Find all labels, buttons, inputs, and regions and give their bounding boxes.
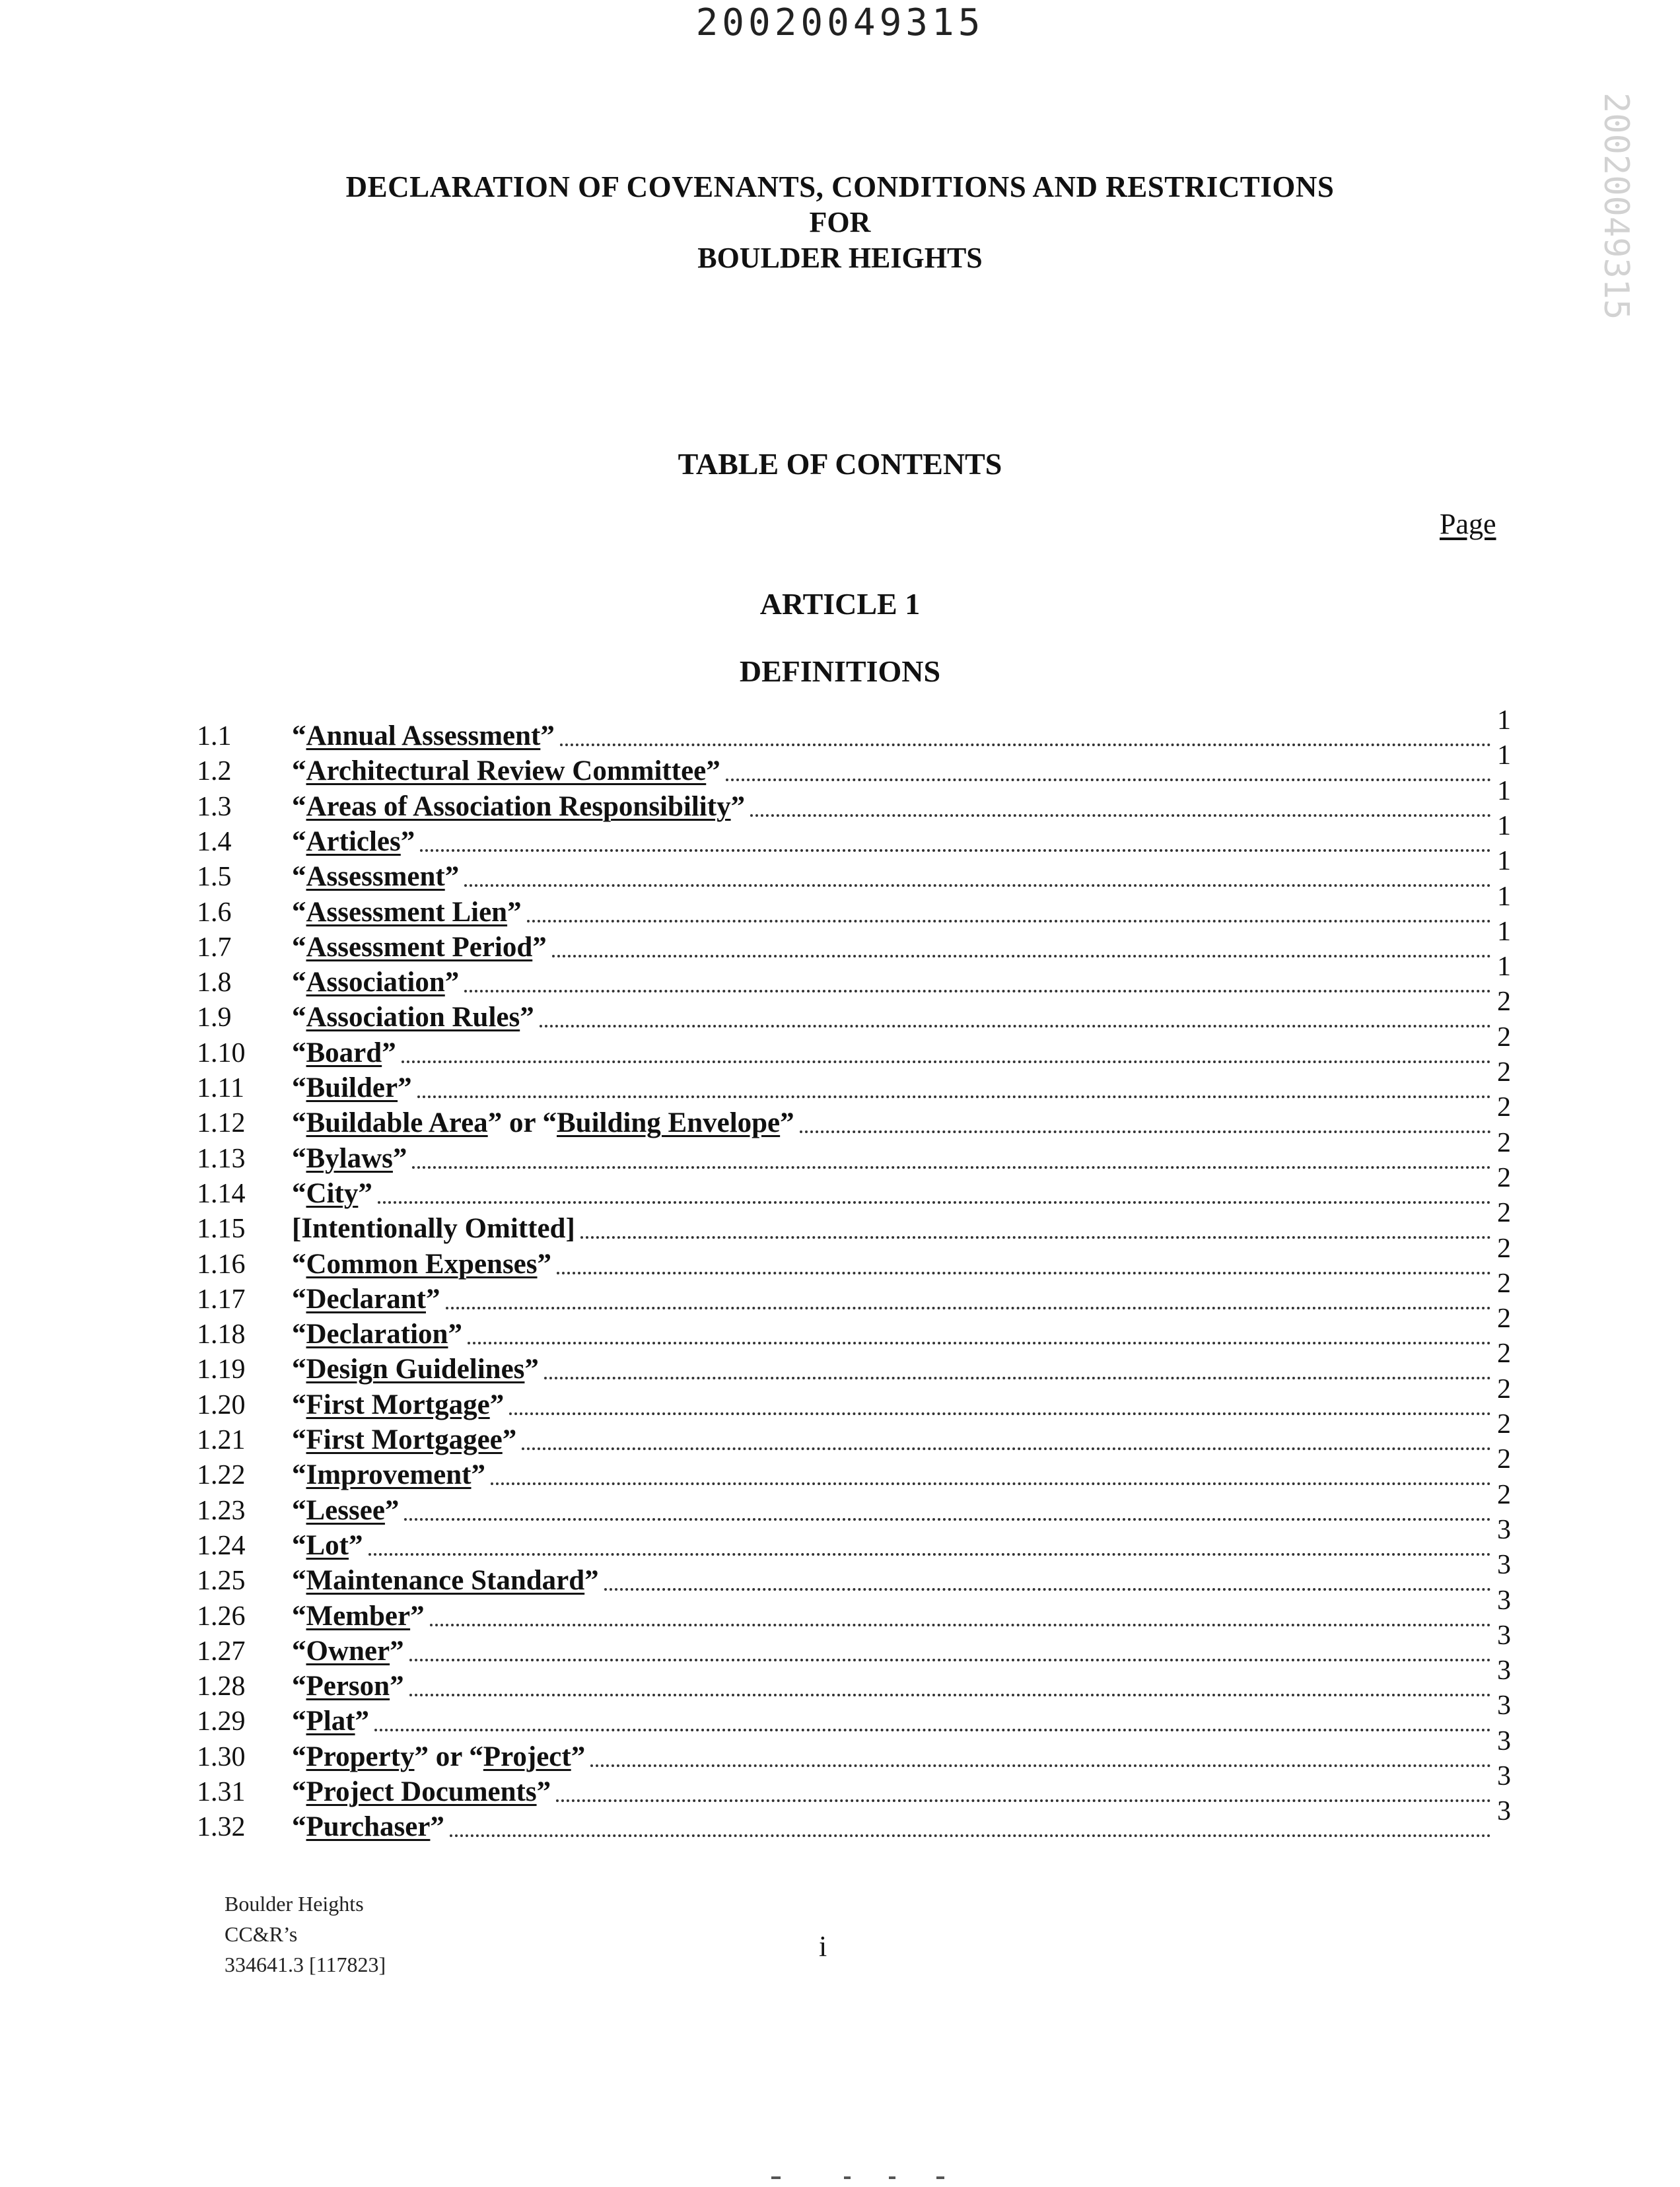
toc-entry-punctuation: “ [292, 1529, 306, 1561]
toc-entry-number: 1.21 [197, 1425, 246, 1455]
toc-dot-leader [446, 1307, 1492, 1309]
toc-entry-punctuation: ” [730, 790, 746, 822]
toc-entry [197, 1092, 1511, 1140]
toc-entry [197, 1725, 1511, 1774]
toc-entry-punctuation: ” [520, 1002, 534, 1033]
toc-entry-label [292, 1037, 396, 1070]
toc-entry-page: 1 [1497, 881, 1511, 912]
toc-entry-number: 1.15 [197, 1214, 246, 1245]
toc-entry-term: Person [306, 1671, 390, 1702]
toc-dot-leader [726, 779, 1491, 781]
toc-dot-leader [750, 814, 1491, 817]
toc-entry-punctuation: ” [444, 967, 460, 998]
toc-entry-term: City [306, 1177, 359, 1209]
toc-entry-label [292, 1353, 539, 1386]
toc-entry-page: 2 [1497, 1233, 1511, 1264]
toc-dot-leader [450, 1834, 1491, 1837]
toc-entry-punctuation: “ [292, 1671, 306, 1702]
toc-entry-number: 1.10 [197, 1037, 246, 1068]
toc-entry-label [292, 1564, 599, 1597]
footer-block [225, 1889, 386, 1980]
toc-entry [197, 1761, 1511, 1809]
toc-entry-label [292, 1670, 404, 1703]
toc-entry-page: 1 [1497, 810, 1511, 841]
toc-entry-number: 1.19 [197, 1354, 246, 1385]
toc-dot-leader [509, 1412, 1491, 1415]
toc-dot-leader [430, 1624, 1491, 1626]
toc-entry [197, 1057, 1511, 1105]
toc-dot-leader [468, 1342, 1491, 1344]
toc-entry-term: First Mortgagee [306, 1424, 503, 1455]
toc-entry [197, 987, 1511, 1034]
toc-entry-punctuation: “ [292, 931, 306, 963]
toc-entry-number: 1.29 [197, 1706, 246, 1737]
toc-entry-number: 1.18 [197, 1319, 246, 1350]
toc-entry-punctuation: ” [390, 1635, 404, 1667]
toc-dot-leader [560, 744, 1491, 746]
toc-entry-page: 2 [1497, 1303, 1511, 1335]
toc-entry-term: Assessment Lien [306, 896, 508, 928]
toc-entry-term: Articles [306, 825, 401, 857]
toc-entry-punctuation: ” [349, 1529, 363, 1561]
toc-entry-punctuation: ” [532, 931, 547, 963]
toc-entry-label [292, 1072, 412, 1105]
toc-entry-number: 1.24 [197, 1530, 246, 1561]
section-title: DEFINITIONS [739, 654, 941, 688]
toc-entry-punctuation: “ [292, 1142, 306, 1174]
toc-entry-page: 2 [1497, 1198, 1511, 1229]
document-title-line-1: DECLARATION OF COVENANTS, CONDITIONS AND RESTRICTIONS [345, 170, 1335, 203]
toc-entry-label [292, 1811, 444, 1844]
toc-entry-label [292, 1318, 462, 1351]
toc-entry-page: 2 [1497, 1268, 1511, 1299]
toc-heading: TABLE OF CONTENTS [678, 447, 1002, 481]
toc-entry-page: 2 [1497, 1092, 1511, 1123]
toc-entry [197, 916, 1511, 964]
toc-entry-page: 3 [1497, 1585, 1511, 1616]
toc-entry-label [292, 1424, 516, 1457]
toc-entry-number: 1.30 [197, 1741, 246, 1772]
toc-dot-leader [378, 1201, 1491, 1204]
toc-entry [197, 1479, 1511, 1527]
toc-entry-term: Improvement [306, 1459, 472, 1491]
toc-entry-term: Assessment [306, 861, 445, 893]
toc-entry-label [292, 790, 745, 823]
toc-entry-label [292, 1705, 369, 1738]
toc-entry-page: 3 [1497, 1655, 1511, 1686]
toc-dot-leader [604, 1588, 1491, 1591]
toc-entry-punctuation: “ [292, 1389, 306, 1420]
toc-dot-leader [491, 1482, 1491, 1485]
toc-entry-term: Lessee [306, 1494, 385, 1526]
toc-entry-punctuation: “ [292, 1424, 306, 1455]
recording-stamp-text: 20020049315 [1596, 92, 1636, 320]
toc-entry-punctuation: “ [292, 1741, 306, 1772]
toc-entry-punctuation: ” [502, 1424, 517, 1455]
toc-entry [197, 1268, 1511, 1316]
toc-entry-label [292, 1459, 485, 1492]
toc-entry-punctuation: ” [444, 861, 460, 893]
toc-entry [197, 1690, 1511, 1738]
toc-entry-label [292, 1107, 794, 1140]
toc-entry [197, 1550, 1511, 1597]
toc-entry-page: 2 [1497, 987, 1511, 1018]
toc-entry-page: 2 [1497, 1373, 1511, 1405]
toc-entry-punctuation: ” or “ [487, 1107, 557, 1139]
toc-entry [197, 1162, 1511, 1210]
toc-entry-number: 1.16 [197, 1249, 246, 1280]
toc-entry-number: 1.3 [197, 791, 232, 822]
toc-entry-number: 1.32 [197, 1812, 246, 1843]
toc-entry-label [292, 825, 415, 858]
toc-entry-label [292, 1177, 372, 1210]
toc-dot-leader [540, 1025, 1491, 1027]
toc-entry-term: Areas of Association Responsibility [306, 790, 731, 822]
toc-entry [197, 1338, 1511, 1386]
toc-entry-page: 1 [1497, 846, 1511, 877]
toc-entry-term: Building Envelope [557, 1107, 781, 1139]
toc-entry-label [292, 1001, 534, 1034]
toc-entry-punctuation: “ [292, 1635, 306, 1667]
toc-entry-punctuation: “ [292, 896, 306, 928]
toc-entry-number: 1.11 [197, 1073, 244, 1103]
toc-entry-term: Annual Assessment [306, 720, 541, 751]
toc-entry-number: 1.27 [197, 1636, 246, 1667]
toc-entry-term: Bylaws [306, 1142, 393, 1174]
toc-entry-page: 1 [1497, 952, 1511, 983]
footer-document-id: 334641.3 [117823] [225, 1953, 386, 1976]
toc-entry-page: 3 [1497, 1514, 1511, 1545]
toc-dot-leader [412, 1166, 1491, 1169]
toc-entry [197, 705, 1511, 753]
toc-entry-number: 1.25 [197, 1566, 246, 1597]
toc-dot-leader [402, 1060, 1491, 1063]
toc-dot-leader [417, 1095, 1491, 1098]
toc-entry-term: Architectural Review Committee [306, 755, 707, 787]
toc-entry-punctuation: “ [292, 1459, 306, 1491]
toc-dot-leader [464, 990, 1491, 992]
toc-entry-punctuation: ” [392, 1142, 407, 1174]
toc-entry-label [292, 720, 555, 753]
toc-entry-punctuation: ” [398, 1072, 412, 1103]
toc-dot-leader [552, 955, 1491, 957]
toc-entry-punctuation: ” [358, 1177, 372, 1209]
toc-entry-punctuation: ” [400, 825, 415, 857]
toc-dot-leader [556, 1799, 1491, 1802]
toc-entry-label [292, 1389, 504, 1422]
toc-entry-punctuation: ” [536, 1776, 551, 1807]
document-title-line-2: FOR [809, 206, 871, 238]
toc-entry-punctuation: ” [584, 1565, 599, 1597]
toc-entry-punctuation: ” [489, 1389, 505, 1420]
document-title-line-3: BOULDER HEIGHTS [697, 242, 983, 274]
toc-entry-page: 3 [1497, 1761, 1511, 1791]
toc-entry-term: Lot [306, 1529, 349, 1561]
toc-entry [197, 1233, 1511, 1281]
toc-entry-page: 3 [1497, 1690, 1511, 1721]
toc-entry-label [292, 1529, 363, 1562]
toc-entry-number: 1.4 [197, 826, 232, 857]
toc-entry-punctuation: ” [507, 896, 522, 928]
toc-entry [197, 775, 1511, 823]
toc-entry-page: 3 [1497, 1620, 1511, 1651]
toc-entry-page: 2 [1497, 1444, 1511, 1475]
toc-entry-term: Project Documents [306, 1776, 537, 1807]
toc-entry-punctuation: ” [537, 1248, 552, 1280]
toc-entry [197, 881, 1511, 929]
toc-entry [197, 1620, 1511, 1668]
toc-entry-punctuation: “ [292, 1600, 306, 1632]
toc-entry-label [292, 1776, 551, 1809]
toc-entry-number: 1.17 [197, 1284, 246, 1315]
toc-entry-term: Design Guidelines [306, 1354, 525, 1385]
toc-entry-term: Board [306, 1037, 382, 1068]
toc-entry-punctuation: “ [292, 790, 306, 822]
toc-entry-punctuation: “ [292, 967, 306, 998]
toc-entry-term: Plat [306, 1706, 355, 1737]
toc-entry-term: Buildable Area [306, 1107, 488, 1139]
toc-entry-label [292, 1248, 551, 1281]
toc-entry [197, 1303, 1511, 1351]
toc-entry [197, 1655, 1511, 1703]
toc-entry [197, 810, 1511, 858]
toc-entry-punctuation: ” [355, 1706, 370, 1737]
toc-entry-page: 2 [1497, 1338, 1511, 1370]
toc-entry [197, 1585, 1511, 1633]
toc-dot-leader [800, 1130, 1491, 1133]
toc-entry [197, 1022, 1511, 1070]
toc-entry-term: Association Rules [306, 1002, 520, 1033]
toc-entry [197, 952, 1511, 999]
toc-entry-punctuation: “ [292, 1248, 306, 1280]
toc-dot-leader [590, 1764, 1491, 1767]
toc-entry-punctuation: “ [292, 1177, 306, 1209]
toc-entry-label [292, 1741, 585, 1774]
toc-entry-label [292, 931, 547, 964]
toc-entry-punctuation: “ [292, 1494, 306, 1526]
toc-entry-punctuation: ” [426, 1283, 440, 1315]
toc-entry-punctuation: “ [292, 1037, 306, 1068]
toc-entry-number: 1.20 [197, 1389, 246, 1420]
toc-entry [197, 1444, 1511, 1492]
footer-document-type: CC&R’s [225, 1922, 298, 1946]
toc-entry-punctuation: “ [292, 1107, 306, 1139]
toc-entry-punctuation: “ [292, 1072, 306, 1103]
toc-entry-punctuation: [Intentionally Omitted] [292, 1213, 575, 1245]
toc-entry-label [292, 1283, 440, 1316]
toc-entry-number: 1.1 [197, 721, 232, 751]
toc-dot-leader [420, 849, 1491, 852]
toc-entry [197, 1198, 1511, 1245]
toc-entry-term: Purchaser [306, 1811, 431, 1843]
toc-entry-punctuation: ” [524, 1354, 539, 1385]
toc-entry-label [292, 1212, 575, 1245]
toc-entry-number: 1.13 [197, 1143, 246, 1174]
toc-entry-number: 1.2 [197, 756, 232, 787]
toc-dot-leader [404, 1518, 1491, 1521]
toc-entry-punctuation: “ [292, 1354, 306, 1385]
toc-entry-label [292, 1494, 399, 1527]
toc-entry-punctuation: ” [540, 720, 555, 751]
toc-entry-page: 3 [1497, 1725, 1511, 1756]
toc-entry-punctuation: “ [292, 1706, 306, 1737]
toc-entry-term: Maintenance Standard [306, 1565, 585, 1597]
toc-entry [197, 1127, 1511, 1175]
toc-entry [197, 846, 1511, 893]
toc-entry-label [292, 1142, 407, 1175]
toc-dot-leader [368, 1553, 1492, 1556]
toc-entry-term: Common Expenses [306, 1248, 538, 1280]
toc-entry-term: Member [306, 1600, 411, 1632]
toc-entry [197, 740, 1511, 788]
toc-entry-punctuation: “ [292, 1283, 306, 1315]
toc-entry-punctuation: “ [292, 720, 306, 751]
toc-entry [197, 1796, 1511, 1844]
toc-entry-number: 1.8 [197, 967, 232, 998]
toc-entry-punctuation: “ [292, 1319, 306, 1350]
toc-entry-number: 1.26 [197, 1601, 246, 1632]
toc-entry-number: 1.31 [197, 1777, 246, 1807]
toc-entry-term: Builder [306, 1072, 398, 1103]
toc-entry-page: 2 [1497, 1127, 1511, 1158]
toc-entry-punctuation: ” [571, 1741, 586, 1772]
toc-entry-punctuation: ” [390, 1671, 404, 1702]
toc-entry-number: 1.28 [197, 1671, 246, 1702]
toc-entry-number: 1.7 [197, 932, 232, 963]
toc-entry-label [292, 1635, 404, 1668]
toc-entry-label [292, 755, 720, 788]
toc-entry-punctuation: ” [410, 1600, 425, 1632]
toc-entry-punctuation: “ [292, 755, 306, 787]
toc-entry-term: Project [483, 1741, 571, 1772]
toc-entry-term: Owner [306, 1635, 390, 1667]
toc-entry-page: 1 [1497, 740, 1511, 771]
page-column-label: Page [1440, 508, 1496, 540]
toc-dot-leader [557, 1272, 1491, 1274]
toc-entry-number: 1.22 [197, 1460, 246, 1491]
toc-entry-punctuation: “ [292, 1002, 306, 1033]
toc-entry-page: 2 [1497, 1479, 1511, 1510]
toc-entry-term: Assessment Period [306, 931, 533, 963]
toc-entry-punctuation: “ [292, 1811, 306, 1843]
toc-entry-page: 1 [1497, 916, 1511, 947]
toc-entry-page: 1 [1497, 705, 1511, 736]
toc-entry-punctuation: “ [292, 1776, 306, 1807]
toc-entry-number: 1.12 [197, 1108, 246, 1139]
toc-entry-punctuation: “ [292, 1565, 306, 1597]
toc-entry-term: Association [306, 967, 445, 998]
toc-dot-leader [544, 1377, 1491, 1379]
toc-entry-page: 3 [1497, 1796, 1511, 1827]
toc-dot-leader [464, 884, 1491, 887]
toc-entry-page: 2 [1497, 1409, 1511, 1440]
toc-entry-punctuation: “ [292, 825, 306, 857]
toc-dot-leader [527, 920, 1491, 922]
toc-entry-punctuation: ” [384, 1494, 400, 1526]
toc-entry-term: Declaration [306, 1319, 448, 1350]
toc-entry-term: First Mortgage [306, 1389, 490, 1420]
toc-entry-page: 2 [1497, 1057, 1511, 1088]
toc-entry-number: 1.23 [197, 1495, 246, 1526]
toc-entry-number: 1.5 [197, 862, 232, 893]
toc-dot-leader [522, 1447, 1491, 1450]
toc-entry-number: 1.14 [197, 1178, 246, 1209]
toc-entry-page: 2 [1497, 1022, 1511, 1053]
article-heading: ARTICLE 1 [759, 587, 921, 621]
toc-entry-number: 1.6 [197, 897, 232, 928]
toc-entry-punctuation: ” or “ [414, 1741, 483, 1772]
toc-entry-page: 3 [1497, 1550, 1511, 1581]
toc-entry-punctuation: ” [471, 1459, 486, 1491]
toc-dot-leader [580, 1236, 1491, 1239]
toc-entry-punctuation: ” [706, 755, 720, 787]
toc-dot-leader [409, 1659, 1491, 1661]
page-number: i [819, 1930, 827, 1962]
toc-entry-punctuation: ” [382, 1037, 396, 1068]
footer-project-name: Boulder Heights [225, 1892, 364, 1916]
toc-entry [197, 1514, 1511, 1562]
toc-entry-page: 2 [1497, 1162, 1511, 1193]
toc-entry [197, 1373, 1511, 1422]
toc-entry-label [292, 860, 459, 893]
toc-entry-term: Declarant [306, 1283, 426, 1315]
toc-entry-punctuation: “ [292, 861, 306, 893]
toc-entry-label [292, 1600, 425, 1633]
toc-entry-term: Property [306, 1741, 415, 1772]
toc-dot-leader [409, 1694, 1491, 1696]
toc-entry-label [292, 966, 459, 999]
toc-entry-number: 1.9 [197, 1002, 232, 1033]
toc-entry-page: 1 [1497, 775, 1511, 806]
toc-entry-punctuation: ” [430, 1811, 444, 1843]
toc-entry-label [292, 896, 522, 929]
scan-edge-marks [766, 2172, 964, 2182]
toc-entry-punctuation: ” [448, 1319, 462, 1350]
document-number: 20020049315 [695, 1, 985, 44]
toc-dot-leader [374, 1729, 1491, 1731]
toc-entry [197, 1409, 1511, 1457]
toc-entry-punctuation: ” [780, 1107, 794, 1139]
